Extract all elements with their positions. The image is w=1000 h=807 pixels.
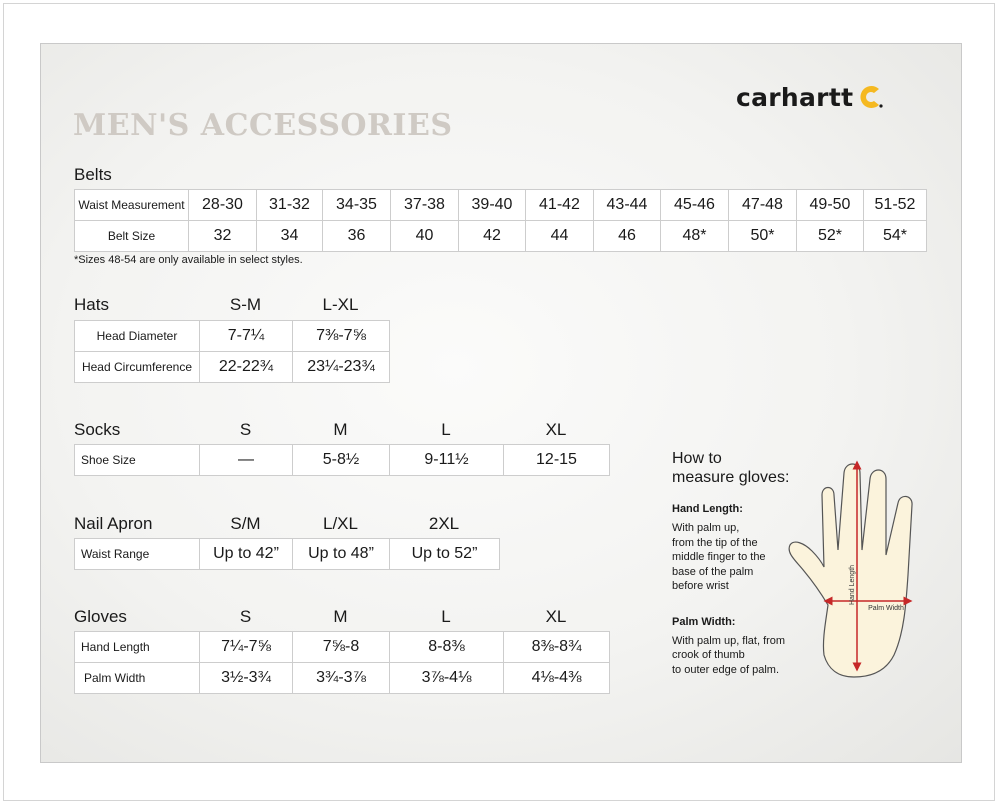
cell: 44 bbox=[526, 221, 594, 252]
instruction-line: With palm up, bbox=[672, 522, 740, 534]
gloves-section-title: Gloves bbox=[74, 607, 127, 626]
apron-col-s-m: S/M bbox=[230, 514, 261, 533]
hats-table bbox=[74, 320, 390, 383]
gloves-col-xl: XL bbox=[545, 607, 567, 626]
cell: 5-8½ bbox=[293, 445, 390, 476]
cell: 7-7¼ bbox=[200, 321, 293, 352]
hand-length-heading: Hand Length: bbox=[672, 503, 743, 515]
row-label: Shoe Size bbox=[75, 445, 200, 476]
cell: 43-44 bbox=[594, 190, 661, 221]
cell: 45-46 bbox=[661, 190, 729, 221]
cell: 3⅞-4⅛ bbox=[390, 663, 504, 694]
socks-section-title: Socks bbox=[74, 420, 121, 439]
cell: 49-50 bbox=[797, 190, 864, 221]
row-label: Waist Range bbox=[75, 539, 200, 570]
gloves-row-hand-length bbox=[75, 632, 610, 663]
cell: 39-40 bbox=[459, 190, 526, 221]
gloves-col-s: S bbox=[239, 607, 252, 626]
cell: 32 bbox=[189, 221, 257, 252]
cell: 23¼-23¾ bbox=[293, 352, 390, 383]
cell: 8-8⅜ bbox=[390, 632, 504, 663]
cell: 50* bbox=[729, 221, 797, 252]
guide-title-line2: measure gloves: bbox=[672, 469, 790, 486]
cell: 37-38 bbox=[391, 190, 459, 221]
cell: 31-32 bbox=[257, 190, 323, 221]
socks-col-l: L bbox=[441, 420, 451, 439]
cell: 52* bbox=[797, 221, 864, 252]
gloves-col-l: L bbox=[441, 607, 451, 626]
cell: 54* bbox=[864, 221, 927, 252]
cell: 51-52 bbox=[864, 190, 927, 221]
belts-row-size bbox=[75, 221, 927, 252]
row-label: Head Diameter bbox=[75, 321, 200, 352]
instruction-line: to outer edge of palm. bbox=[672, 663, 780, 676]
instruction-line: base of the palm bbox=[672, 565, 754, 578]
cell: 34-35 bbox=[323, 190, 391, 221]
cell: 7¼-7⅝ bbox=[200, 632, 293, 663]
socks-col-m: M bbox=[333, 420, 348, 439]
nail-apron-table bbox=[74, 538, 500, 570]
apron-col-2xl: 2XL bbox=[428, 514, 460, 533]
cell: 7⅝-8 bbox=[293, 632, 390, 663]
socks-col-xl: XL bbox=[545, 420, 567, 439]
cell: 41-42 bbox=[526, 190, 594, 221]
cell: 48* bbox=[661, 221, 729, 252]
instruction-line: With palm up, flat, from bbox=[672, 634, 786, 647]
cell: 34 bbox=[257, 221, 323, 252]
palm-width-label: Palm Width bbox=[868, 605, 904, 612]
gloves-col-m: M bbox=[333, 607, 348, 626]
instruction-line: middle finger to the bbox=[672, 551, 766, 563]
cell: 7⅜-7⅝ bbox=[293, 321, 390, 352]
socks-row-shoe-size bbox=[75, 445, 610, 476]
carhartt-c-icon bbox=[857, 84, 883, 110]
page-title: MEN'S ACCESSORIES bbox=[73, 108, 453, 143]
hats-col-s-m: S-M bbox=[229, 295, 262, 314]
hats-col-l-xl: L-XL bbox=[322, 295, 359, 314]
cell: 22-22¾ bbox=[200, 352, 293, 383]
socks-col-s: S bbox=[239, 420, 252, 439]
cell: 9-11½ bbox=[390, 445, 504, 476]
nail-apron-section-title: Nail Apron bbox=[74, 514, 153, 533]
cell: Up to 42” bbox=[200, 539, 293, 570]
cell: 42 bbox=[459, 221, 526, 252]
hats-section-title: Hats bbox=[74, 295, 109, 314]
cell: Up to 48” bbox=[293, 539, 390, 570]
cell: 12-15 bbox=[504, 445, 610, 476]
cell: 8⅜-8¾ bbox=[504, 632, 610, 663]
row-label: Belt Size bbox=[75, 221, 189, 252]
cell: — bbox=[200, 445, 293, 476]
hand-diagram bbox=[782, 455, 932, 685]
carhartt-logo bbox=[736, 80, 883, 114]
row-label: Palm Width bbox=[75, 663, 200, 694]
cell: 28-30 bbox=[189, 190, 257, 221]
belts-section-title: Belts bbox=[74, 165, 112, 184]
cell: 3½-3¾ bbox=[200, 663, 293, 694]
hats-row-circumference bbox=[75, 352, 390, 383]
row-label: Head Circumference bbox=[75, 352, 200, 383]
instruction-line: crook of thumb bbox=[672, 649, 745, 661]
cell: Up to 52” bbox=[390, 539, 500, 570]
belts-table bbox=[74, 189, 927, 252]
belts-row-waist bbox=[75, 190, 927, 221]
instruction-line: before wrist bbox=[672, 580, 729, 592]
apron-row-waist-range bbox=[75, 539, 500, 570]
logo-wordmark: carhartt bbox=[736, 82, 854, 112]
hats-row-diameter bbox=[75, 321, 390, 352]
cell: 40 bbox=[391, 221, 459, 252]
apron-col-l-xl: L/XL bbox=[323, 514, 358, 533]
socks-table bbox=[74, 444, 610, 476]
cell: 46 bbox=[594, 221, 661, 252]
cell: 47-48 bbox=[729, 190, 797, 221]
palm-width-heading: Palm Width: bbox=[672, 615, 736, 628]
guide-title-line1: How to bbox=[672, 450, 722, 467]
gloves-table bbox=[74, 631, 610, 694]
cell: 36 bbox=[323, 221, 391, 252]
cell: 3¾-3⅞ bbox=[293, 663, 390, 694]
row-label: Hand Length bbox=[75, 632, 200, 663]
instruction-line: from the tip of the bbox=[672, 536, 758, 549]
row-label: Waist Measurement bbox=[75, 190, 189, 221]
cell: 4⅛-4⅜ bbox=[504, 663, 610, 694]
hand-length-label: Hand Length bbox=[849, 564, 856, 606]
gloves-row-palm-width bbox=[75, 663, 610, 694]
belts-footnote: *Sizes 48-54 are only available in select styles. bbox=[74, 254, 303, 266]
